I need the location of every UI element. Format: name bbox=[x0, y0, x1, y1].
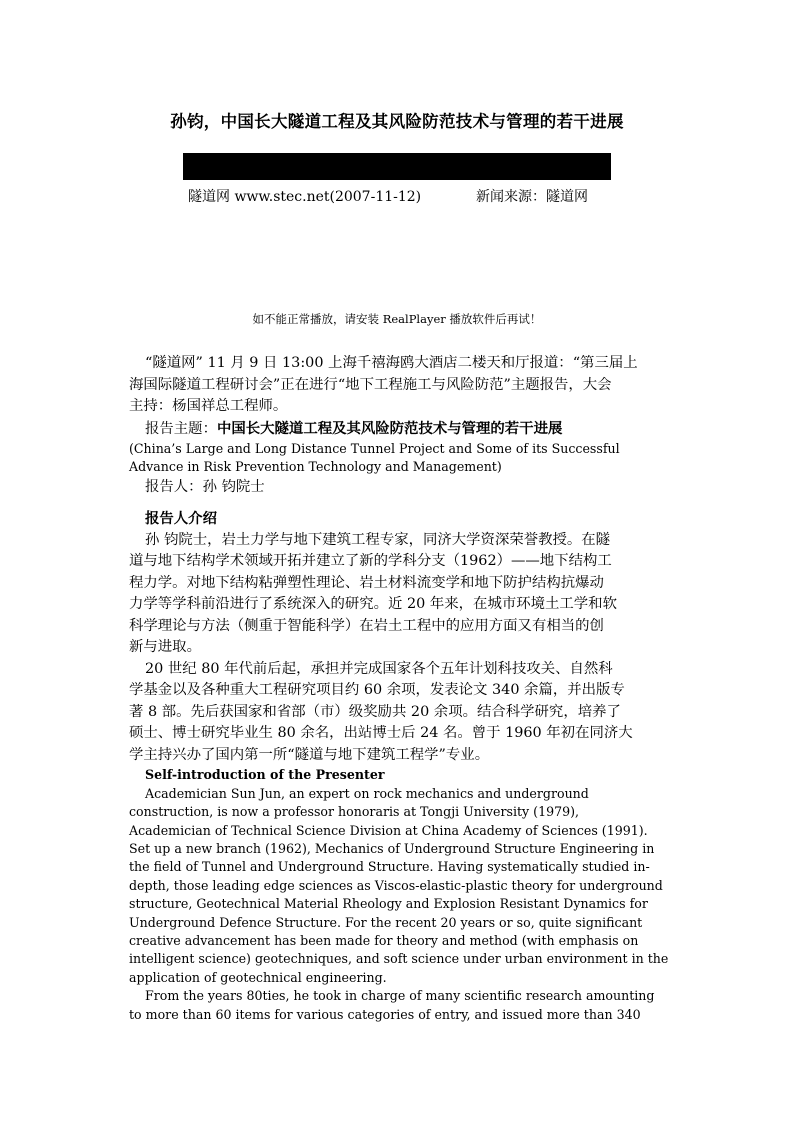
english-line: creative advancement has been made for theory and method (with emphasis on bbox=[129, 932, 639, 948]
paragraph-line: 科学理论与方法（侧重于智能科学）在岩土工程中的应用方面又有相当的创 bbox=[129, 617, 604, 634]
site-date: 隧道网 www.stec.net(2007-11-12) bbox=[188, 189, 422, 205]
english-line: the field of Tunnel and Underground Structure. Having systematically studied in- bbox=[129, 859, 650, 875]
paragraph-line: 力学等学科前沿进行了系统深入的研究。近 20 年来，在城市环境土工学和软 bbox=[129, 596, 617, 613]
paragraph-line: 20 世纪 80 年代前后起，承担并完成国家各个五年计划科技攻关、自然科 bbox=[145, 660, 613, 677]
english-line: depth, those leading edge sciences as Viscos-elastic-plastic theory for underground bbox=[129, 877, 663, 893]
english-line: From the years 80ties, he took in charge of many scientific research amounting bbox=[145, 988, 655, 1004]
report-topic-label: 报告主题： bbox=[145, 420, 217, 437]
presenter-line: 报告人：孙 钧院士 bbox=[145, 478, 265, 495]
presenter-intro-heading: 报告人介绍 bbox=[145, 510, 217, 528]
paragraph-line: 著 8 部。先后获国家和省部（市）级奖励共 20 余项。结合科学研究，培养了 bbox=[129, 703, 621, 720]
article-body bbox=[129, 353, 669, 1024]
report-english-title: Advance in Risk Prevention Technology and Management) bbox=[129, 459, 502, 475]
video-player[interactable] bbox=[183, 153, 611, 180]
english-line: Underground Defence Structure. For the recent 20 years or so, quite significant bbox=[129, 914, 643, 930]
paragraph-line: 学基金以及各种重大工程研究项目约 60 余项，发表论文 340 余篇，并出版专 bbox=[129, 682, 625, 699]
paragraph-line: 孙 钧院士，岩土力学与地下建筑工程专家，同济大学资深荣誉教授。在隧 bbox=[145, 531, 611, 548]
report-topic-text: 中国长大隧道工程及其风险防范技术与管理的若干进展 bbox=[216, 419, 563, 437]
self-intro-heading: Self-introduction of the Presenter bbox=[145, 767, 385, 783]
paragraph-line: 程力学。对地下结构粘弹塑性理论、岩土材料流变学和地下防护结构抗爆动 bbox=[129, 574, 604, 591]
intro-line: 海国际隧道工程研讨会”正在进行“地下工程施工与风险防范”主题报告，大会 bbox=[129, 376, 612, 393]
english-line: application of geotechnical engineering. bbox=[129, 969, 387, 985]
paragraph-line: 新与进取。 bbox=[129, 639, 201, 656]
report-topic bbox=[129, 418, 664, 441]
english-line: intelligent science) geotechniques, and soft science under urban environment in the bbox=[129, 951, 669, 967]
paragraph-line: 学主持兴办了国内第一所“隧道与地下建筑工程学”专业。 bbox=[129, 746, 490, 763]
player-note: 如不能正常播放，请安装 RealPlayer 播放软件后再试！ bbox=[252, 312, 542, 326]
english-line: construction, is now a professor honoraris at Tongji University (1979), bbox=[129, 804, 580, 820]
english-line: to more than 60 items for various categories of entry, and issued more than 340 bbox=[129, 1006, 641, 1022]
page-title: 孙钧，中国长大隧道工程及其风险防范技术与管理的若干进展 bbox=[170, 112, 624, 131]
english-line: Set up a new branch (1962), Mechanics of Underground Structure Engineering in bbox=[129, 840, 655, 856]
english-line: structure, Geotechnical Material Rheology and Explosion Resistant Dynamics for bbox=[129, 896, 648, 912]
english-line: Academician Sun Jun, an expert on rock mechanics and underground bbox=[145, 785, 589, 801]
intro-line: 主持：杨国祥总工程师。 bbox=[129, 398, 288, 414]
paragraph-line: 硕士、博士研究毕业生 80 余名，出站博士后 24 名。曾于 1960 年初在同济大 bbox=[129, 725, 633, 742]
report-english-title: (China’s Large and Long Distance Tunnel Project and Some of its Successful bbox=[129, 441, 620, 456]
news-source: 新闻来源：隧道网 bbox=[476, 189, 588, 205]
intro-line: “隧道网” 11 月 9 日 13:00 上海千禧海鸥大酒店二楼天和厅报道：“第三届上 bbox=[145, 355, 638, 371]
paragraph-line: 道与地下结构学术领域开拓并建立了新的学科分支（1962）——地下结构工 bbox=[129, 553, 612, 570]
english-line: Academician of Technical Science Division at China Academy of Sciences (1991). bbox=[129, 822, 648, 838]
